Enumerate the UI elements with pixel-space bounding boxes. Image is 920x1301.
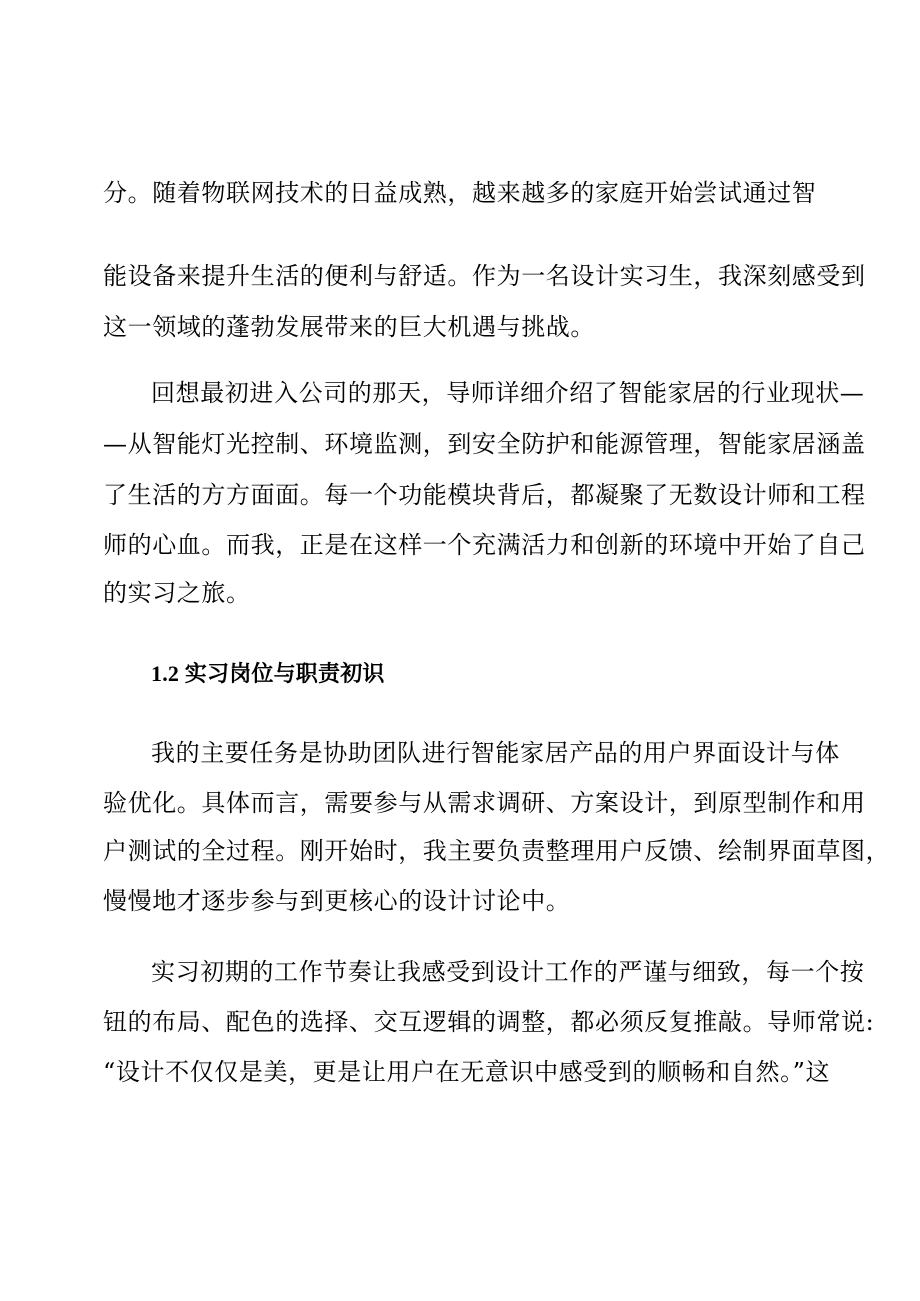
paragraph-line: 钮的布局、配色的选择、交互逻辑的调整，都必须反复推敲。导师常说: <box>103 1008 875 1036</box>
paragraph-line: 了生活的方方面面。每一个功能模块背后，都凝聚了无数设计师和工程 <box>103 481 866 509</box>
paragraph-line: 的实习之旅。 <box>103 579 251 607</box>
paragraph-line: “设计不仅仅是美，更是让用户在无意识中感受到的顺畅和自然。”这 <box>103 1058 831 1086</box>
section-heading: 1.2 实习岗位与职责初识 <box>151 661 385 686</box>
paragraph-line: 师的心血。而我，正是在这样一个充满活力和创新的环境中开始了自己 <box>103 531 866 559</box>
paragraph-line: 验优化。具体而言，需要参与从需求调研、方案设计，到原型制作和用 <box>103 789 866 817</box>
paragraph-line: 实习初期的工作节奏让我感受到设计工作的严谨与细致，每一个按 <box>151 958 865 986</box>
paragraph-line: 回想最初进入公司的那天，导师详细介绍了智能家居的行业现状— <box>151 379 865 407</box>
paragraph-line: —从智能灯光控制、环境监测，到安全防护和能源管理，智能家居涵盖 <box>103 430 866 458</box>
paragraph-line: 这一领域的蓬勃发展带来的巨大机遇与挑战。 <box>103 313 595 341</box>
paragraph-line: 户测试的全过程。刚开始时，我主要负责整理用户反馈、绘制界面草图， <box>103 837 891 865</box>
paragraph-line: 分。随着物联网技术的日益成熟，越来越多的家庭开始尝试通过智 <box>103 179 817 207</box>
paragraph-line: 慢慢地才逐步参与到更核心的设计讨论中。 <box>103 887 571 915</box>
paragraph-line: 能设备来提升生活的便利与舒适。作为一名设计实习生，我深刻感受到 <box>103 262 866 290</box>
paragraph-line: 我的主要任务是协助团队进行智能家居产品的用户界面设计与体 <box>151 739 840 767</box>
